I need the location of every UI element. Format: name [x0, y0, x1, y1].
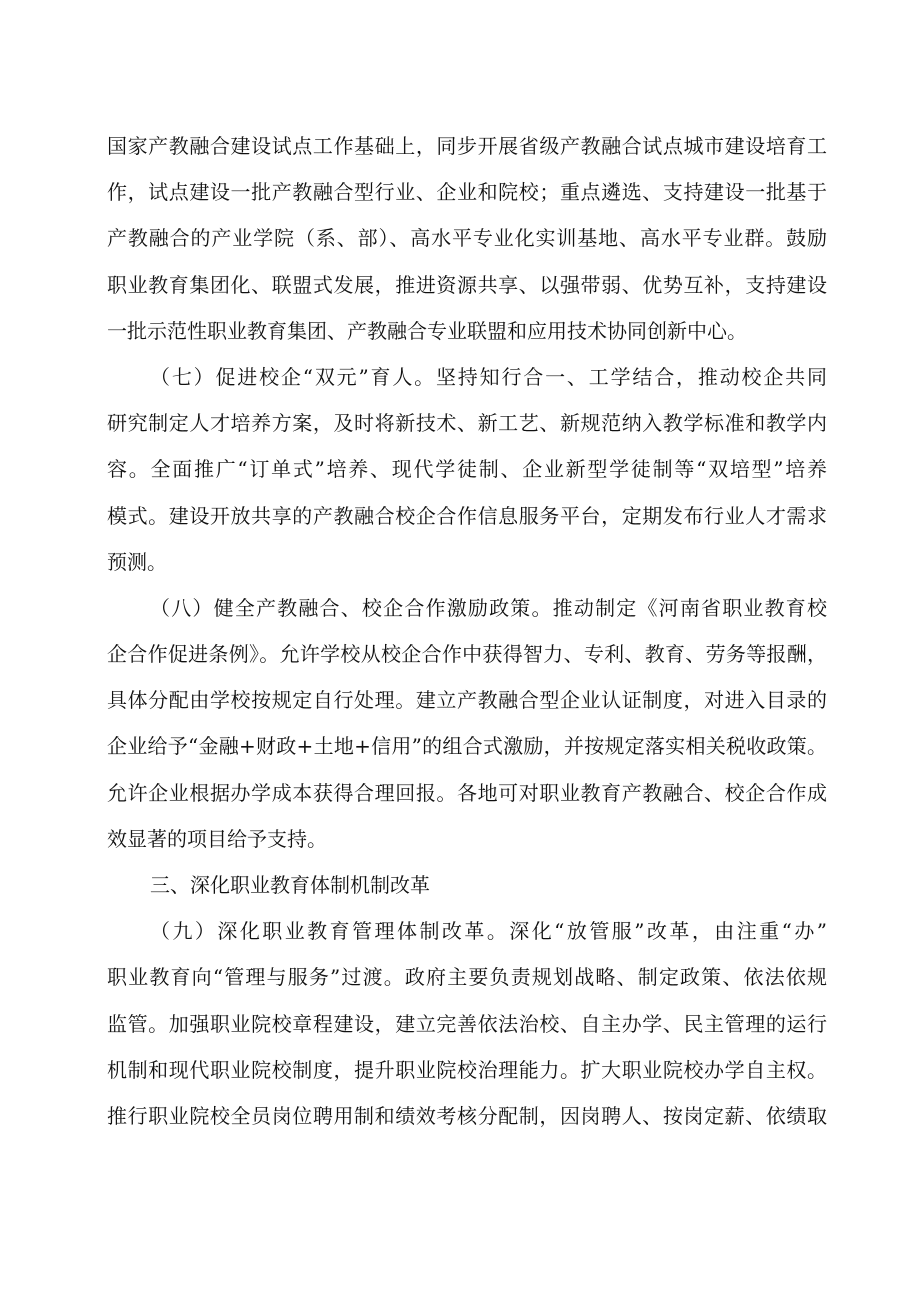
text-line: 国家产教融合建设试点工作基础上，同步开展省级产教融合试点城市建设培育工 — [107, 134, 827, 158]
text-line: 研究制定人才培养方案，及时将新技术、新工艺、新规范纳入教学标准和教学内 — [107, 411, 827, 436]
section-heading: 三、深化职业教育体制机制改革 — [150, 873, 430, 897]
paragraph-7-dual-education — [107, 354, 827, 585]
text-line: 职业教育向“管理与服务”过渡。政府主要负责规划战略、制定政策、依法依规 — [107, 965, 827, 990]
text-line: （七）促进校企“双元”育人。坚持知行合一、工学结合，推动校企共同 — [150, 364, 827, 389]
text-line: 模式。建设开放共享的产教融合校企合作信息服务平台，定期发布行业人才需求 — [107, 503, 827, 528]
text-line: 一批示范性职业教育集团、产教融合专业联盟和应用技术协同创新中心。 — [107, 318, 747, 343]
text-line: 产教融合的产业学院（系、部）、高水平专业化实训基地、高水平专业群。鼓励 — [107, 226, 827, 251]
text-line: 职业教育集团化、联盟式发展，推进资源共享、以强带弱、优势互补，支持建设 — [107, 272, 827, 297]
text-line: 企业给予“金融+财政+土地+信用”的组合式激励，并按规定落实相关税收政策。 — [107, 734, 827, 759]
text-line: 效显著的项目给予支持。 — [107, 826, 327, 851]
text-line: （九）深化职业教育管理体制改革。深化“放管服”改革，由注重“办” — [150, 919, 827, 944]
paragraph-8-incentive-policy — [107, 585, 827, 862]
paragraph-continuation — [107, 123, 827, 354]
text-line: 作，试点建设一批产教融合型行业、企业和院校；重点遴选、支持建设一批基于 — [107, 180, 827, 205]
text-line: （八）健全产教融合、校企合作激励政策。推动制定《河南省职业教育校 — [150, 595, 827, 620]
text-line: 监管。加强职业院校章程建设，建立完善依法治校、自主办学、民主管理的运行 — [107, 1011, 827, 1036]
text-line: 容。全面推广“订单式”培养、现代学徒制、企业新型学徒制等“双培型”培养 — [107, 457, 827, 482]
text-line: 允许企业根据办学成本获得合理回报。各地可对职业教育产教融合、校企合作成 — [107, 780, 827, 805]
text-line: 推行职业院校全员岗位聘用制和绩效考核分配制，因岗聘人、按岗定薪、依绩取 — [107, 1103, 827, 1128]
paragraph-9-management-reform — [107, 908, 827, 1139]
text-line: 具体分配由学校按规定自行处理。建立产教融合型企业认证制度，对进入目录的 — [107, 688, 827, 713]
document-body — [107, 123, 827, 1139]
text-line: 企合作促进条例》。允许学校从校企合作中获得智力、专利、教育、劳务等报酬， — [107, 642, 827, 667]
text-line: 机制和现代职业院校制度，提升职业院校治理能力。扩大职业院校办学自主权。 — [107, 1057, 827, 1082]
text-line: 预测。 — [107, 549, 167, 574]
